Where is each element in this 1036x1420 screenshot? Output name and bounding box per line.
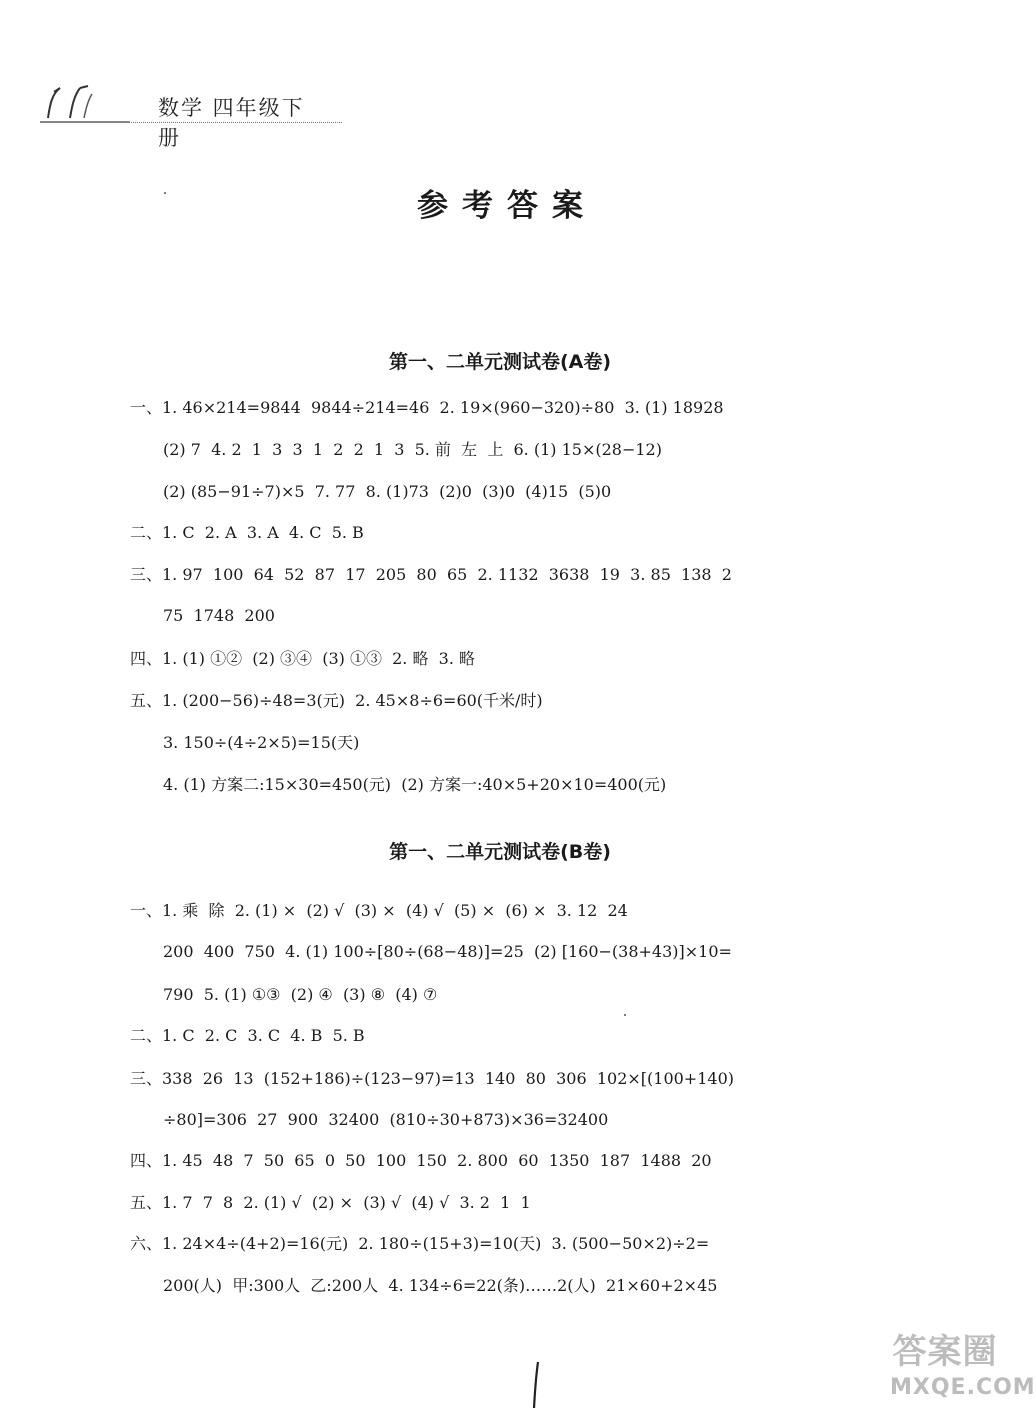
answer-line: 二、1. C 2. C 3. C 4. B 5. B <box>130 1026 365 1045</box>
answer-line: 三、1. 97 100 64 52 87 17 205 80 65 2. 1132 3638 19 3. 85 138 2 <box>130 565 732 584</box>
answer-line: (2) 7 4. 2 1 3 3 1 2 2 1 3 5. 前 左 上 6. (1) 15×(28−12) <box>163 440 662 459</box>
watermark-cn: 答案圈 <box>892 1332 998 1372</box>
page-header <box>40 78 320 150</box>
answer-line: 五、1. 7 7 8 2. (1) √ (2) × (3) √ (4) √ 3. 2 1 1 <box>130 1193 531 1212</box>
header-underline <box>42 122 342 123</box>
answer-line: 四、1. 45 48 7 50 65 0 50 100 150 2. 800 60 1350 187 1488 20 <box>130 1151 712 1170</box>
scan-speck <box>624 1014 626 1016</box>
answer-line: 二、1. C 2. A 3. A 4. C 5. B <box>130 523 364 542</box>
watermark <box>890 1318 1036 1418</box>
page-title: 参考答案 <box>417 188 597 224</box>
answer-line: ÷80]=306 27 900 32400 (810÷30+873)×36=32400 <box>163 1110 609 1129</box>
answer-line: 五、1. (200−56)÷48=3(元) 2. 45×8÷6=60(千米/时) <box>130 691 543 710</box>
answer-line: 4. (1) 方案二:15×30=450(元) (2) 方案一:40×5+20×10=400(元) <box>163 775 667 794</box>
book-logo-icon <box>40 78 130 126</box>
section-b-title: 第一、二单元测试卷(B卷) <box>389 841 611 863</box>
header-subject: 数学 四年级下册 <box>158 96 305 150</box>
answer-line: 六、1. 24×4÷(4+2)=16(元) 2. 180÷(15+3)=10(天) 3. (500−50×2)÷2= <box>130 1234 710 1253</box>
answer-line: 75 1748 200 <box>163 606 275 625</box>
answer-line: 三、338 26 13 (152+186)÷(123−97)=13 140 80 306 102×[(100+140) <box>130 1069 734 1088</box>
answer-line: 200(人) 甲:300人 乙:200人 4. 134÷6=22(条)……2(人) 21×60+2×45 <box>163 1276 718 1295</box>
answer-line: 790 5. (1) ①③ (2) ④ (3) ⑧ (4) ⑦ <box>163 985 438 1004</box>
answer-line: 一、1. 乘 除 2. (1) × (2) √ (3) × (4) √ (5) × (6) × 3. 12 24 <box>130 901 628 920</box>
answer-line: 四、1. (1) ①② (2) ③④ (3) ①③ 2. 略 3. 略 <box>130 649 475 668</box>
pen-stroke-mark <box>526 1360 546 1410</box>
answer-line: 一、1. 46×214=9844 9844÷214=46 2. 19×(960−320)÷80 3. (1) 18928 <box>130 398 724 417</box>
answer-line: (2) (85−91÷7)×5 7. 77 8. (1)73 (2)0 (3)0 (4)15 (5)0 <box>163 482 612 501</box>
watermark-en: MXQE.COM <box>890 1375 1036 1400</box>
answer-line: 3. 150÷(4÷2×5)=15(天) <box>163 733 360 752</box>
answer-line: 200 400 750 4. (1) 100÷[80÷(68−48)]=25 (2) [160−(38+43)]×10= <box>163 942 732 961</box>
section-a-title: 第一、二单元测试卷(A卷) <box>388 351 612 373</box>
